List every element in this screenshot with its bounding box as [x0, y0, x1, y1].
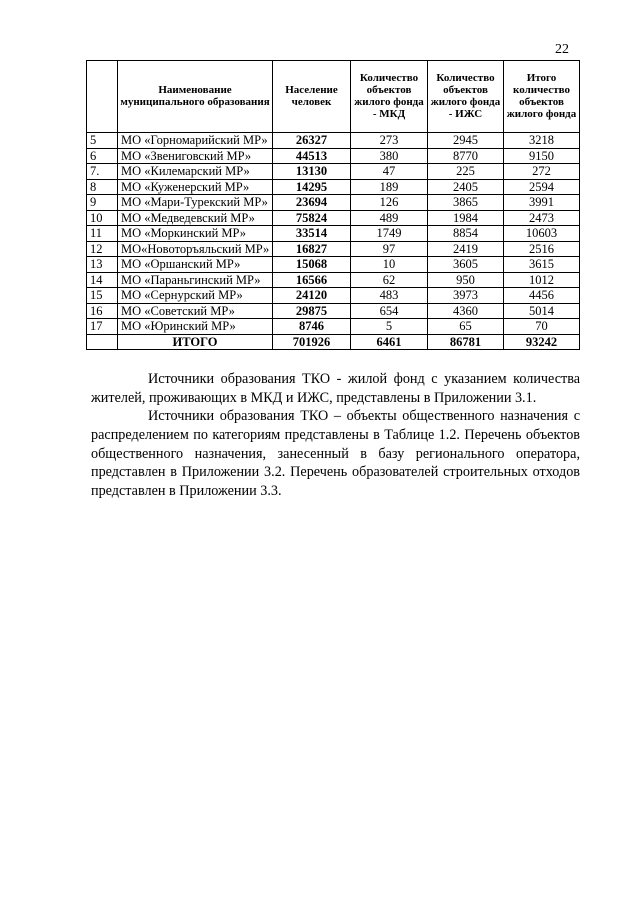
- row-total-cell: 2594: [504, 179, 580, 195]
- header-index: [87, 61, 118, 133]
- table-row: [87, 319, 580, 335]
- table-row: [87, 133, 580, 149]
- row-total-cell: 4456: [504, 288, 580, 304]
- row-municipality-cell: МО «Куженерский МР»: [118, 179, 273, 195]
- row-izhs-cell: 8770: [428, 148, 504, 164]
- row-izhs-cell: 3605: [428, 257, 504, 273]
- row-index-cell: 13: [87, 257, 118, 273]
- municipal-housing-table-container: [86, 60, 579, 350]
- row-index-cell: 6: [87, 148, 118, 164]
- row-population-cell: 24120: [273, 288, 351, 304]
- row-index-cell: 8: [87, 179, 118, 195]
- table-body: [87, 133, 580, 350]
- row-municipality-cell: МО «Звениговский МР»: [118, 148, 273, 164]
- row-mkd-cell: 97: [351, 241, 428, 257]
- row-izhs-cell: 3865: [428, 195, 504, 211]
- row-index-cell: 12: [87, 241, 118, 257]
- row-population-cell: 44513: [273, 148, 351, 164]
- total-mkd-cell: 6461: [351, 334, 428, 350]
- table-row: [87, 210, 580, 226]
- row-index-cell: 11: [87, 226, 118, 242]
- row-index-cell: 17: [87, 319, 118, 335]
- row-mkd-cell: 483: [351, 288, 428, 304]
- row-municipality-cell: МО «Медведевский МР»: [118, 210, 273, 226]
- row-municipality-cell: МО «Параньгинский МР»: [118, 272, 273, 288]
- row-total-cell: 5014: [504, 303, 580, 319]
- row-mkd-cell: 380: [351, 148, 428, 164]
- row-municipality-cell: МО «Советский МР»: [118, 303, 273, 319]
- header-total-count: Итого количество объектов жилого фонда: [504, 61, 580, 133]
- header-municipality: Наименование муниципального образования: [118, 61, 273, 133]
- row-total-cell: 3615: [504, 257, 580, 273]
- table-row: [87, 148, 580, 164]
- row-mkd-cell: 189: [351, 179, 428, 195]
- row-mkd-cell: 273: [351, 133, 428, 149]
- row-izhs-cell: 2405: [428, 179, 504, 195]
- row-total-cell: 2473: [504, 210, 580, 226]
- table-total-row: [87, 334, 580, 350]
- row-index-cell: 7.: [87, 164, 118, 180]
- row-index-cell: 15: [87, 288, 118, 304]
- row-municipality-cell: МО «Сернурский МР»: [118, 288, 273, 304]
- row-mkd-cell: 47: [351, 164, 428, 180]
- row-population-cell: 75824: [273, 210, 351, 226]
- row-total-cell: 70: [504, 319, 580, 335]
- row-mkd-cell: 654: [351, 303, 428, 319]
- row-municipality-cell: МО «Мари-Турекский МР»: [118, 195, 273, 211]
- row-index-cell: 9: [87, 195, 118, 211]
- table-row: [87, 303, 580, 319]
- row-izhs-cell: 2419: [428, 241, 504, 257]
- row-izhs-cell: 950: [428, 272, 504, 288]
- row-population-cell: 23694: [273, 195, 351, 211]
- table-row: [87, 288, 580, 304]
- row-mkd-cell: 10: [351, 257, 428, 273]
- row-izhs-cell: 4360: [428, 303, 504, 319]
- total-index-cell: [87, 334, 118, 350]
- total-sum-cell: 93242: [504, 334, 580, 350]
- paragraph-housing-sources: Источники образования ТКО - жилой фонд с указанием количества жителей, проживающих в МКД и ИЖС, представлены в Приложении 3.1.: [91, 371, 580, 406]
- table-row: [87, 195, 580, 211]
- total-population-cell: 701926: [273, 334, 351, 350]
- row-population-cell: 14295: [273, 179, 351, 195]
- row-population-cell: 29875: [273, 303, 351, 319]
- row-izhs-cell: 8854: [428, 226, 504, 242]
- row-mkd-cell: 489: [351, 210, 428, 226]
- row-population-cell: 15068: [273, 257, 351, 273]
- row-index-cell: 5: [87, 133, 118, 149]
- row-index-cell: 16: [87, 303, 118, 319]
- row-municipality-cell: МО«Новоторъяльский МР»: [118, 241, 273, 257]
- row-population-cell: 8746: [273, 319, 351, 335]
- row-municipality-cell: МО «Юринский МР»: [118, 319, 273, 335]
- table-row: [87, 241, 580, 257]
- table-row: [87, 226, 580, 242]
- row-total-cell: 10603: [504, 226, 580, 242]
- row-total-cell: 3991: [504, 195, 580, 211]
- row-population-cell: 16566: [273, 272, 351, 288]
- row-total-cell: 3218: [504, 133, 580, 149]
- header-izhs-count: Количество объектов жилого фонда - ИЖС: [428, 61, 504, 133]
- row-mkd-cell: 62: [351, 272, 428, 288]
- row-population-cell: 16827: [273, 241, 351, 257]
- row-population-cell: 33514: [273, 226, 351, 242]
- table-row: [87, 272, 580, 288]
- table-row: [87, 164, 580, 180]
- row-total-cell: 9150: [504, 148, 580, 164]
- header-population: Население человек: [273, 61, 351, 133]
- row-izhs-cell: 2945: [428, 133, 504, 149]
- row-izhs-cell: 225: [428, 164, 504, 180]
- header-mkd-count: Количество объектов жилого фонда - МКД: [351, 61, 428, 133]
- row-municipality-cell: МО «Килемарский МР»: [118, 164, 273, 180]
- row-izhs-cell: 1984: [428, 210, 504, 226]
- row-index-cell: 10: [87, 210, 118, 226]
- paragraph-public-facilities: Источники образования ТКО – объекты общественного назначения с распределением по категориям представлены в Таблице 1.2. Перечень объектов общественного назначения, занесенный в базу регионального оператора, представлен в Приложении 3.2. Перечень образователей строительных отходов представлен в Приложении 3.3.: [91, 408, 580, 500]
- row-population-cell: 26327: [273, 133, 351, 149]
- row-total-cell: 272: [504, 164, 580, 180]
- total-izhs-cell: 86781: [428, 334, 504, 350]
- row-index-cell: 14: [87, 272, 118, 288]
- municipal-housing-table: [86, 60, 580, 350]
- row-mkd-cell: 5: [351, 319, 428, 335]
- row-total-cell: 2516: [504, 241, 580, 257]
- row-municipality-cell: МО «Оршанский МР»: [118, 257, 273, 273]
- row-total-cell: 1012: [504, 272, 580, 288]
- row-izhs-cell: 3973: [428, 288, 504, 304]
- row-mkd-cell: 1749: [351, 226, 428, 242]
- row-izhs-cell: 65: [428, 319, 504, 335]
- table-row: [87, 257, 580, 273]
- total-label-cell: ИТОГО: [118, 334, 273, 350]
- row-population-cell: 13130: [273, 164, 351, 180]
- row-municipality-cell: МО «Моркинский МР»: [118, 226, 273, 242]
- page-number: 22: [555, 42, 569, 57]
- table-header-row: [87, 61, 580, 133]
- table-row: [87, 179, 580, 195]
- row-municipality-cell: МО «Горномарийский МР»: [118, 133, 273, 149]
- row-mkd-cell: 126: [351, 195, 428, 211]
